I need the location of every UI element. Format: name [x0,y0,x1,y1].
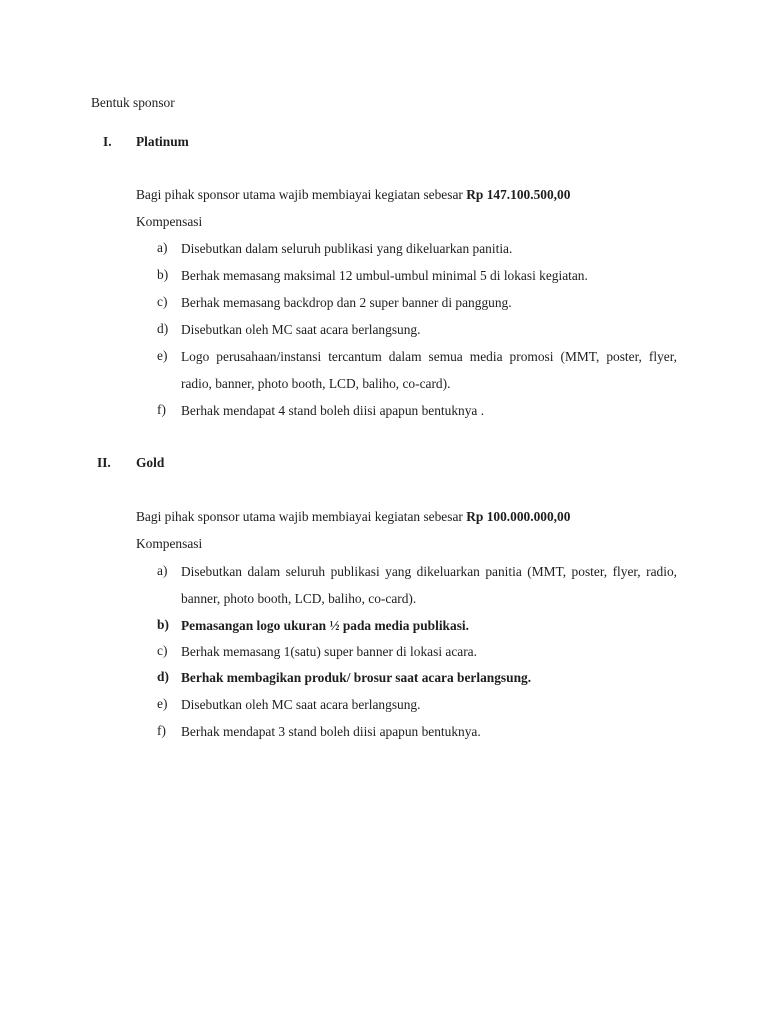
section-2-item-f: Berhak mendapat 3 stand boleh diisi apapun bentuknya. [181,724,481,739]
section-1-item-e-marker: e) [157,348,168,363]
section-2-item-a: Disebutkan dalam seluruh publikasi yang dikeluarkan panitia (MMT, poster, flyer, radio, banner, photo booth, LCD, baliho, co-card). [181,564,677,606]
section-1-amount: Rp 147.100.500,00 [466,187,571,202]
section-1-numeral: I. [103,134,112,149]
section-2-item-e-marker: e) [157,696,168,711]
section-2-item-e: Disebutkan oleh MC saat acara berlangsung. [181,697,421,712]
section-1-kompensasi-label: Kompensasi [136,214,203,229]
section-1-item-f: Berhak mendapat 4 stand boleh diisi apapun bentuknya . [181,403,485,418]
section-2-amount: Rp 100.000.000,00 [466,509,571,524]
section-1-item-d: Disebutkan oleh MC saat acara berlangsung. [181,322,421,337]
section-1-item-f-marker: f) [157,402,166,417]
section-2-item-b: Pemasangan logo ukuran ½ pada media publikasi. [181,618,469,633]
section-1-item-e: Logo perusahaan/instansi tercantum dalam semua media promosi (MMT, poster, flyer, radio, banner, photo booth, LCD, baliho, co-card). [181,349,677,391]
section-2-title: Gold [136,455,165,470]
section-2-numeral: II. [97,455,111,470]
section-2-item-c: Berhak memasang 1(satu) super banner di lokasi acara. [181,644,477,659]
document-heading: Bentuk sponsor [91,95,175,110]
section-2-intro-text: Bagi pihak sponsor utama wajib membiayai kegiatan sebesar [136,509,463,524]
section-1-item-a: Disebutkan dalam seluruh publikasi yang dikeluarkan panitia. [181,241,513,256]
section-2-item-a-marker: a) [157,563,168,578]
section-2-item-d: Berhak membagikan produk/ brosur saat acara berlangsung. [181,670,532,685]
section-1-item-a-marker: a) [157,240,168,255]
section-1-item-d-marker: d) [157,321,169,336]
section-2-item-c-marker: c) [157,643,168,658]
section-2-intro [136,508,570,526]
section-1-item-c: Berhak memasang backdrop dan 2 super banner di panggung. [181,295,512,310]
section-1-intro [136,186,570,204]
section-1-intro-text: Bagi pihak sponsor utama wajib membiayai kegiatan sebesar [136,187,463,202]
section-1-item-b-marker: b) [157,267,169,282]
section-1-item-b: Berhak memasang maksimal 12 umbul-umbul minimal 5 di lokasi kegiatan. [181,268,588,283]
section-2-item-d-marker: d) [157,669,169,684]
section-2-kompensasi-label: Kompensasi [136,536,203,551]
section-2-item-f-marker: f) [157,723,166,738]
section-1-item-c-marker: c) [157,294,168,309]
section-1-title: Platinum [136,134,189,149]
section-2-item-b-marker: b) [157,617,169,632]
